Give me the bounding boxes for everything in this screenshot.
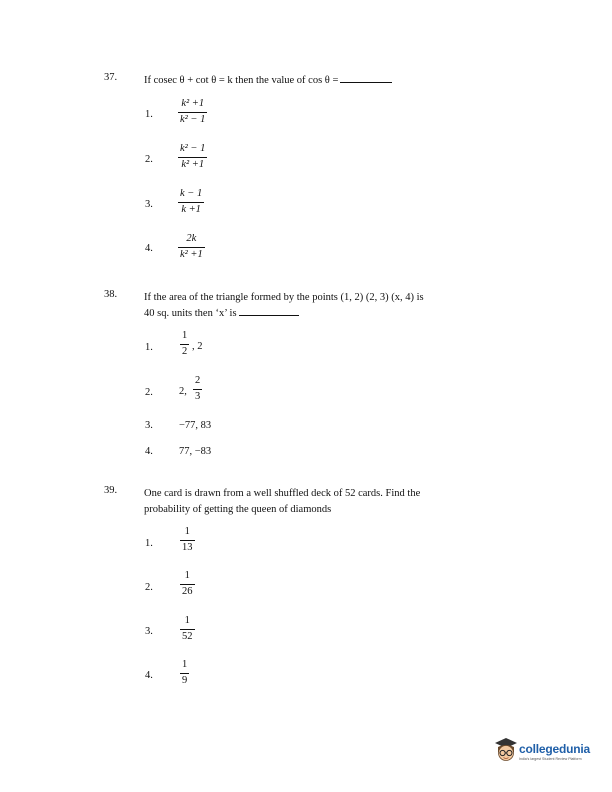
numerator: k² +1	[181, 98, 205, 109]
denominator: k +1	[181, 203, 201, 215]
question-text: One card is drawn from a well shuffled deck of 52 cards. Find the	[144, 488, 421, 499]
option-fraction	[178, 234, 205, 260]
denominator: 3	[195, 390, 201, 402]
numerator: 1	[182, 330, 188, 341]
question-37-text: If cosec θ + cot θ = k then the value of cos θ =	[144, 75, 339, 86]
question-number: 38.	[104, 289, 118, 300]
numerator: k − 1	[180, 188, 203, 199]
numerator: 2	[195, 375, 201, 386]
option-number: 3.	[145, 199, 153, 210]
option-fraction	[193, 376, 202, 402]
denominator: 2	[182, 345, 188, 357]
option-fraction	[180, 660, 189, 686]
question-text	[144, 305, 299, 322]
option-number: 1.	[145, 109, 153, 120]
option-fraction	[180, 331, 189, 357]
option-number: 2.	[145, 154, 153, 165]
graduate-mascot-icon	[494, 737, 518, 766]
question-number: 39.	[104, 485, 118, 496]
denominator: 13	[182, 541, 193, 553]
numerator: 2k	[186, 233, 197, 244]
question-38-line2: 40 sq. units then ‘x’ is	[144, 308, 237, 319]
question-text	[144, 72, 392, 89]
option-number: 3.	[145, 626, 153, 637]
answer-blank	[239, 305, 299, 316]
option-number: 1.	[145, 342, 153, 353]
numerator: 1	[184, 526, 190, 537]
option-number: 3.	[145, 420, 153, 431]
question-text: probability of getting the queen of diamonds	[144, 504, 332, 515]
denominator: k² +1	[180, 248, 203, 260]
option-fraction	[180, 616, 195, 642]
option-number: 4.	[145, 670, 153, 681]
option-fraction	[180, 527, 195, 553]
option-suffix: , 2	[192, 341, 203, 352]
denominator: 9	[182, 674, 188, 686]
denominator: k² +1	[181, 158, 205, 170]
collegedunia-logo	[494, 737, 590, 766]
option-fraction	[178, 144, 207, 170]
question-number: 37.	[104, 72, 118, 83]
denominator: 52	[182, 630, 193, 642]
option-number: 1.	[145, 538, 153, 549]
logo-tagline: India's largest Student Review Platform	[519, 757, 582, 761]
denominator: k² − 1	[180, 113, 206, 125]
option-fraction	[180, 571, 195, 597]
option-fraction	[178, 99, 207, 125]
option-number: 4.	[145, 243, 153, 254]
option-text: 77, −83	[179, 446, 212, 457]
numerator: 1	[184, 570, 190, 581]
denominator: 26	[182, 585, 193, 597]
option-text: −77, 83	[179, 420, 212, 431]
numerator: 1	[182, 659, 188, 670]
question-text: If the area of the triangle formed by the points (1, 2) (2, 3) (x, 4) is	[144, 292, 424, 303]
option-number: 2.	[145, 582, 153, 593]
numerator: 1	[184, 615, 190, 626]
numerator: k² − 1	[180, 143, 206, 154]
option-prefix: 2,	[179, 386, 187, 397]
option-number: 2.	[145, 387, 153, 398]
logo-name: collegedunia	[519, 742, 590, 756]
option-fraction	[178, 189, 204, 215]
option-number: 4.	[145, 446, 153, 457]
answer-blank	[340, 72, 392, 83]
